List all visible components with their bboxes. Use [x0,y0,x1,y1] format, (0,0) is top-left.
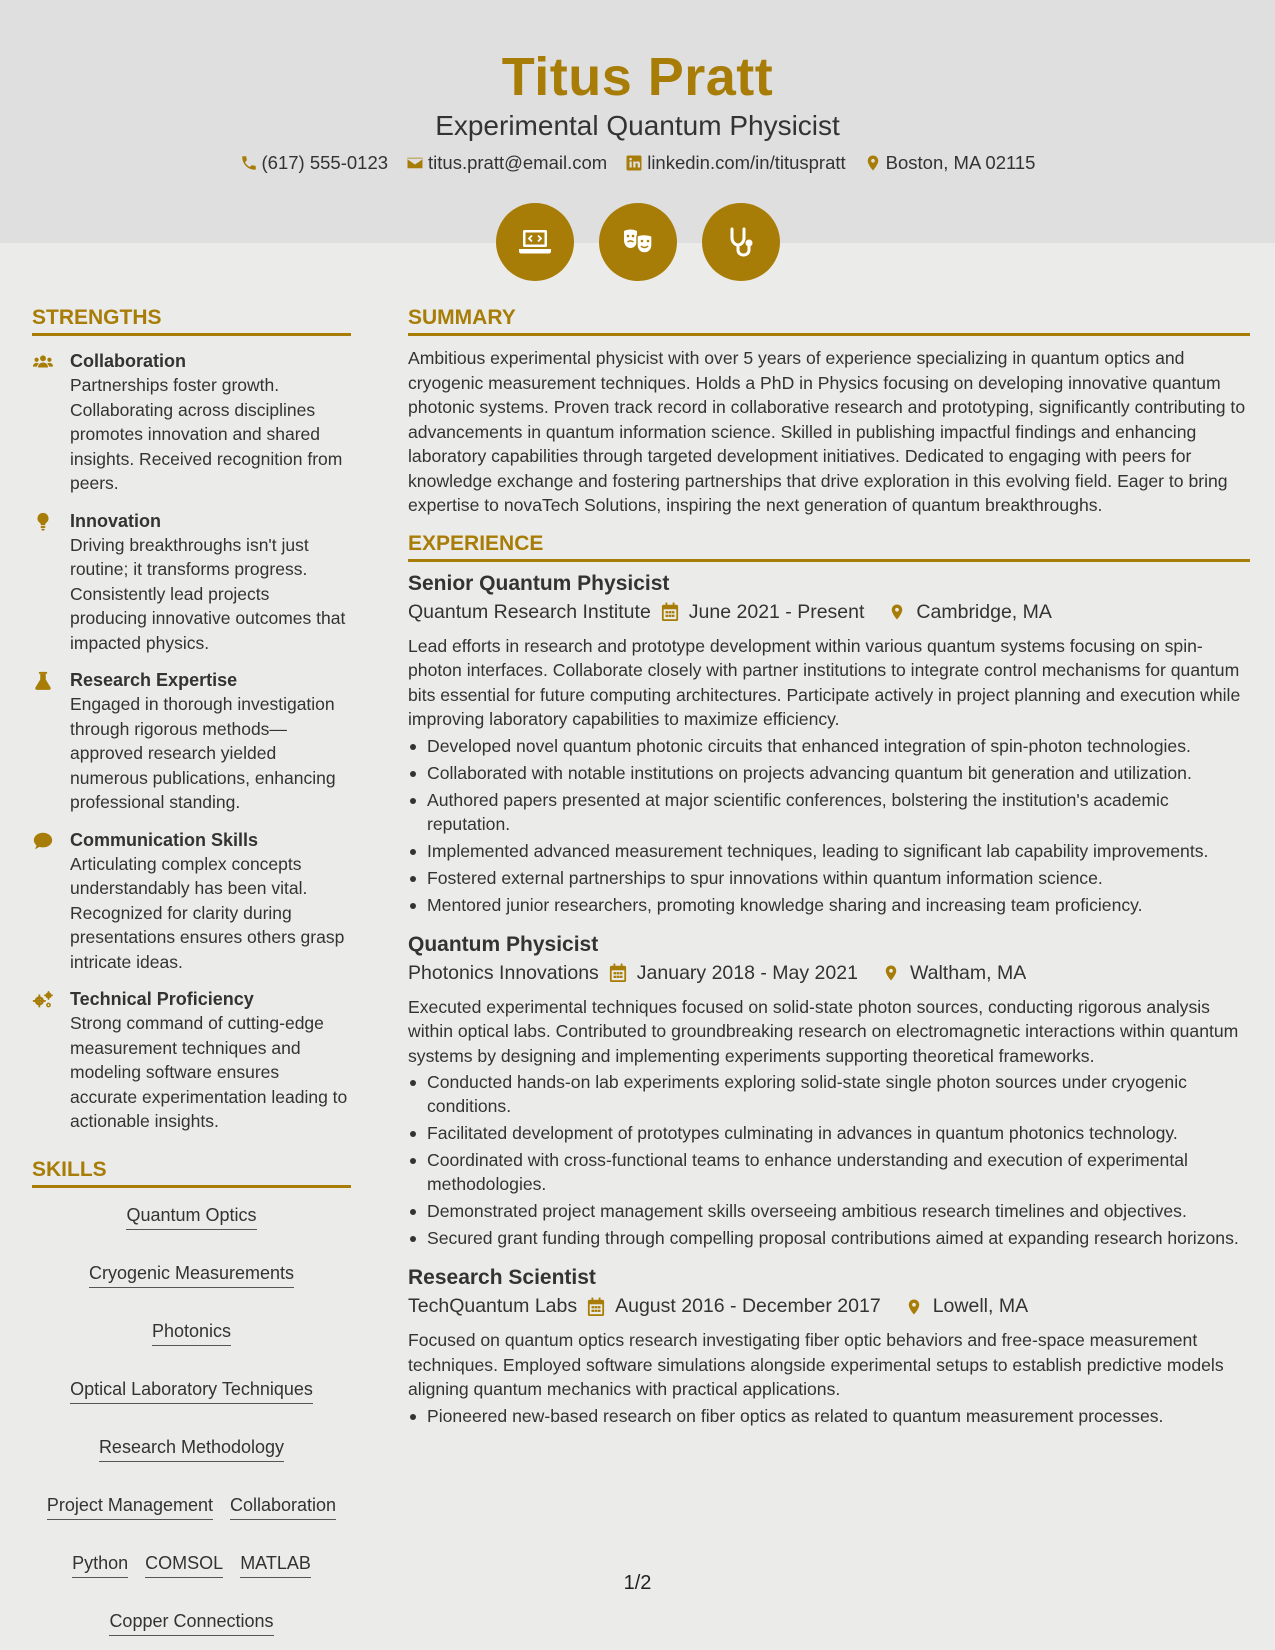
strength-desc: Engaged in thorough investigation through rigorous methods—approved research yielded numerous publications, enhancing professional standing. [70,694,336,812]
strength-desc: Strong command of cutting-edge measurement techniques and modeling software ensures accurate experimentation leading to actionable insights. [70,1013,348,1131]
job-description: Focused on quantum optics research investigating fiber optic behaviors and free-space measurement techniques. Employed software simulations alongside experimental setups to establish predictive models aligning quantum mechanics with practical applications. [408,1330,1224,1399]
envelope-icon [406,154,424,172]
skill-tag: Collaboration [230,1494,336,1520]
job-entry [408,1264,1250,1428]
lightbulb-icon [32,511,54,533]
strength-item [32,349,351,496]
job-bullet: Conducted hands-on lab experiments exploring solid-state single photon sources under cryogenic conditions. [408,1070,1250,1118]
comment-icon [32,830,54,852]
job-bullet: Secured grant funding through compelling proposal contributions aimed at expanding research horizons. [408,1226,1250,1250]
strengths-heading: STRENGTHS [32,306,351,336]
skill-tag: Project Management [47,1494,213,1520]
calendar-icon [587,1297,605,1317]
contact-linkedin[interactable] [625,152,845,174]
job-company: TechQuantum Labs [408,1295,578,1317]
candidate-title: Experimental Quantum Physicist [435,110,840,141]
job-bullet: Collaborated with notable institutions on projects advancing quantum bit generation and utilization. [408,761,1250,785]
job-role: Research Scientist [408,1266,596,1289]
contact-phone [240,152,389,174]
calendar-icon [661,602,679,622]
job-location: Lowell, MA [932,1295,1029,1317]
calendar-icon [609,963,627,983]
hobby-badge-theater [599,203,677,281]
map-pin-icon [888,602,906,622]
job-entry [408,570,1250,917]
strength-desc: Driving breakthroughs isn't just routine; it transforms progress. Consistently lead projects producing innovative outcomes that impacted physics. [70,534,346,653]
strength-item [32,828,351,975]
left-column [32,306,351,1636]
stethoscope-icon [721,222,761,262]
job-dates: August 2016 - December 2017 [615,1295,881,1317]
contact-location-text: Boston, MA 02115 [885,152,1036,173]
job-bullet: Implemented advanced measurement techniques, leading to significant lab capability improvements. [408,839,1250,863]
right-column [408,306,1250,1431]
experience-heading: EXPERIENCE [408,532,1250,562]
job-bullet: Mentored junior researchers, promoting knowledge sharing and increasing team proficiency. [408,893,1250,917]
summary-text: Ambitious experimental physicist with over 5 years of experience specializing in quantum optics and cryogenic measurement techniques. Holds a PhD in Physics focusing on developing innovative quantum photonic systems. Proven track record in collaborative research and prototyping, significantly contributing to advancements in quantum information science. Skilled in publishing impactful findings and enhancing laboratory capabilities through targeted development initiatives. Dedicated to engaging with peers for knowledge exchange and fostering partnerships that drive exploration in this evolving field. Eager to bring expertise to novaTech Solutions, inspiring the next generation of quantum breakthroughs. [408,348,1246,515]
strength-item [32,509,351,656]
skills-list [32,1204,351,1636]
strength-name: Collaboration [70,351,186,371]
strength-name: Research Expertise [70,670,238,690]
job-bullets [408,734,1250,917]
job-meta [408,601,1250,624]
skill-tag: MATLAB [240,1552,311,1578]
contact-email-text[interactable]: titus.pratt@email.com [428,152,608,173]
contact-location [864,152,1036,174]
strength-name: Innovation [70,510,161,531]
contact-email[interactable] [406,152,607,174]
job-bullet: Coordinated with cross-functional teams to enhance understanding and execution of experimental methodologies. [408,1148,1250,1196]
job-bullet: Fostered external partnerships to spur innovations within quantum information science. [408,866,1250,890]
job-location: Waltham, MA [909,961,1027,984]
job-meta [408,1295,1250,1318]
map-pin-icon [864,154,882,172]
theater-masks-icon [618,222,658,262]
map-pin-icon [905,1297,923,1317]
strength-name: Communication Skills [70,829,259,850]
skill-tag: Research Methodology [99,1436,284,1462]
contact-linkedin-text[interactable]: linkedin.com/in/tituspratt [647,152,846,173]
strength-desc: Articulating complex concepts understandably has been vital. Recognized for clarity during presentations ensures others grasp intricate ideas. [70,853,345,972]
hobby-badge-medicine [702,203,780,281]
job-bullets [408,1070,1250,1250]
job-meta [408,962,1250,985]
phone-icon [240,154,258,172]
users-icon [32,351,54,373]
job-role: Senior Quantum Physicist [408,571,670,595]
strength-item [32,668,351,815]
job-dates: June 2021 - Present [688,600,865,623]
hobby-badge-laptop [496,203,574,281]
hobby-icons [0,203,1275,281]
skill-tag: Python [72,1552,128,1578]
job-company: Quantum Research Institute [408,600,651,623]
skill-tag: Optical Laboratory Techniques [70,1378,313,1404]
flask-icon [32,670,54,692]
linkedin-icon [625,154,643,172]
job-location: Cambridge, MA [916,600,1052,623]
skills-heading: SKILLS [32,1158,351,1188]
job-bullet: Pioneered new-based research on fiber optics as related to quantum measurement processes. [408,1404,1250,1428]
job-bullet: Authored papers presented at major scientific conferences, bolstering the institution's academic reputation. [408,788,1250,836]
skill-tag: Cryogenic Measurements [89,1262,294,1288]
contact-row [0,152,1275,174]
job-description: Executed experimental techniques focused on solid-state photon sources, conducting rigorous analysis within optical labs. Contributed to groundbreaking research on electromagnetic interactions within quantum systems by designing and implementing experiments supporting theoretical frameworks. [408,996,1239,1066]
skill-tag: Photonics [152,1320,231,1346]
job-bullet: Demonstrated project management skills overseeing ambitious research timelines and objectives. [408,1199,1250,1223]
page-number: 1/2 [623,1572,652,1594]
contact-phone-text: (617) 555-0123 [261,152,389,173]
skill-tag: Copper Connections [109,1610,273,1636]
strength-item [32,987,351,1134]
map-pin-icon [882,963,900,983]
job-bullet: Developed novel quantum photonic circuits that enhanced integration of spin-photon technologies. [408,734,1250,758]
cogs-icon [32,989,54,1011]
job-company: Photonics Innovations [408,961,599,984]
job-entry [408,931,1250,1251]
job-bullets [408,1404,1250,1428]
strength-name: Technical Proficiency [70,989,254,1009]
job-dates: January 2018 - May 2021 [636,961,858,984]
job-bullet: Facilitated development of prototypes culminating in advances in quantum photonics technology. [408,1121,1250,1145]
candidate-name: Titus Pratt [501,47,774,107]
laptop-code-icon [515,222,555,262]
skill-tag: Quantum Optics [126,1204,256,1230]
job-description: Lead efforts in research and prototype development within various quantum systems focusing on spin-photon interfaces. Collaborate closely with partner institutions to integrate control mechanisms for quantum bits essential for future computing architectures. Participate actively in project planning and execution while improving laboratory capabilities to maximize efficiency. [408,635,1241,729]
summary-heading: SUMMARY [408,306,1250,336]
skill-tag: COMSOL [145,1552,223,1578]
job-role: Quantum Physicist [408,932,599,956]
strength-desc: Partnerships foster growth. Collaborating across disciplines promotes innovation and shared insights. Received recognition from peers. [70,375,343,493]
